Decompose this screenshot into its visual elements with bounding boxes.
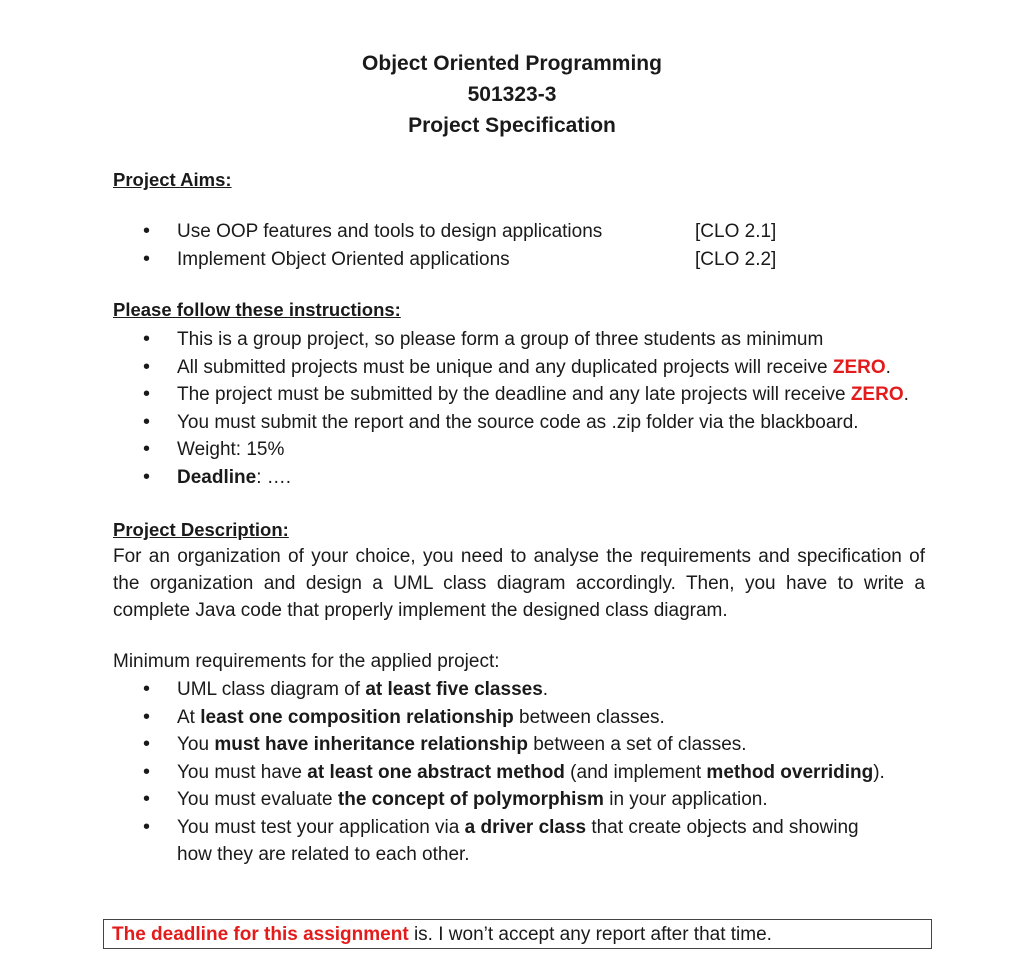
- instructions-heading: Please follow these instructions:: [113, 299, 401, 320]
- aims-list: [113, 218, 933, 273]
- instructions-list: [113, 326, 933, 491]
- requirements-list: [113, 676, 933, 869]
- list-item: • You must submit the report and the source code as .zip folder via the blackboard.: [113, 409, 933, 437]
- list-item: • Weight: 15%: [113, 436, 933, 464]
- list-item: • You must test your application via a driver class that create objects and showing how they are related to each other.: [113, 814, 933, 869]
- list-item: • All submitted projects must be unique and any duplicated projects will receive ZERO.: [113, 354, 933, 382]
- description-heading: Project Description:: [113, 519, 289, 540]
- zero-highlight: ZERO: [850, 384, 904, 405]
- deadline-note: The deadline for this assignment is. I won’t accept any report after that time.: [103, 919, 932, 949]
- list-item: • UML class diagram of at least five classes.: [113, 676, 933, 704]
- list-item: • The project must be submitted by the deadline and any late projects will receive ZERO.: [113, 381, 933, 409]
- requirements-intro: Minimum requirements for the applied project:: [113, 651, 500, 672]
- clo-tag: [CLO 2.2]: [695, 248, 777, 270]
- course-code: 501323-3: [467, 83, 557, 106]
- description-paragraph: For an organization of your choice, you need to analyse the requirements and specification of the organization and design a UML class diagram accordingly. Then, you have to write a complete Java code that properly implement the designed class diagram.: [113, 546, 925, 621]
- list-item: • At least one composition relationship between classes.: [113, 704, 933, 732]
- course-title: Object Oriented Programming: [362, 52, 662, 75]
- list-item: • You must evaluate the concept of polymorphism in your application.: [113, 786, 933, 814]
- deadline-note-highlight: The deadline for this assignment: [112, 924, 409, 945]
- list-item: • You must have at least one abstract method (and implement method overriding).: [113, 759, 933, 787]
- list-item: • Implement Object Oriented applications [CLO 2.2]: [113, 246, 933, 274]
- document-title: [0, 48, 1024, 141]
- document-subtitle: Project Specification: [408, 114, 616, 137]
- list-item: • Use OOP features and tools to design applications [CLO 2.1]: [113, 218, 933, 246]
- list-item: • This is a group project, so please form a group of three students as minimum: [113, 326, 933, 354]
- list-item: • Deadline: ….: [113, 464, 933, 492]
- clo-tag: [CLO 2.1]: [695, 221, 777, 242]
- aims-heading: Project Aims:: [113, 169, 232, 190]
- zero-highlight: ZERO: [832, 356, 886, 378]
- list-item: • You must have inheritance relationship between a set of classes.: [113, 731, 933, 759]
